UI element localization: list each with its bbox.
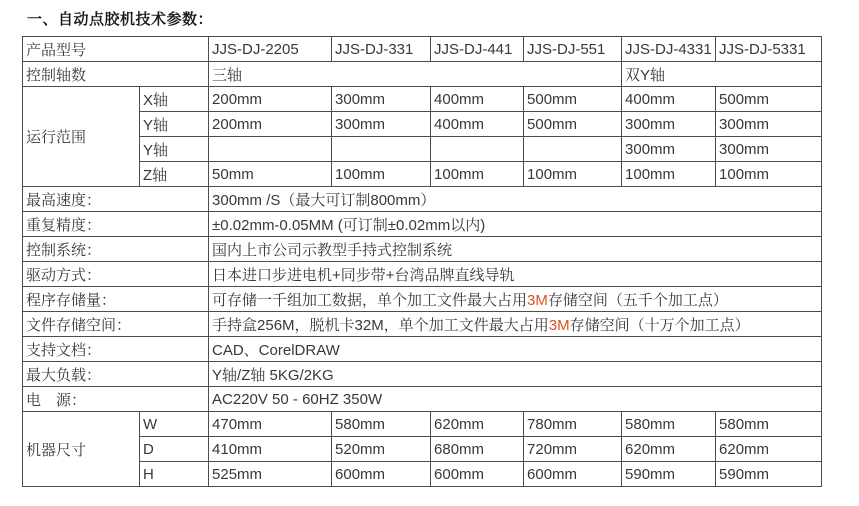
dimension-w-label: W (140, 412, 209, 437)
dimension-h-value: 525mm (209, 462, 332, 487)
row-dimension-h (23, 462, 822, 487)
travel-z-value: 100mm (431, 162, 524, 187)
repeat-accuracy-value: ±0.02mm-0.05MM (可订制±0.02mm以内) (209, 212, 822, 237)
program-storage-text: 可存储一千组加工数据，单个加工文件最大占用 (212, 291, 528, 309)
max-load-value: Y轴/Z轴 5KG/2KG (209, 362, 822, 387)
dimension-d-value: 620mm (716, 437, 822, 462)
control-axes-three-axis: 三轴 (209, 62, 622, 87)
travel-y2-value (332, 137, 431, 162)
dimension-w-value: 580mm (332, 412, 431, 437)
model-jjs-dj-551: JJS-DJ-551 (524, 37, 622, 62)
dimension-h-value: 600mm (431, 462, 524, 487)
control-system-value: 国内上市公司示教型手持式控制系统 (209, 237, 822, 262)
travel-y2-axis-label: Y轴 (140, 137, 209, 162)
dimension-h-value: 600mm (524, 462, 622, 487)
travel-z-value: 50mm (209, 162, 332, 187)
program-storage-label: 程序存储量： (23, 287, 209, 312)
model-jjs-dj-5331: JJS-DJ-5331 (716, 37, 822, 62)
max-speed-value: 300mm /S（最大可订制800mm） (209, 187, 822, 212)
program-storage-highlight: 3M (527, 291, 548, 309)
model-jjs-dj-2205: JJS-DJ-2205 (209, 37, 332, 62)
file-storage-text: 存储空间（十万个加工点） (569, 316, 750, 334)
travel-x-value: 500mm (716, 87, 822, 112)
travel-y1-axis-label: Y轴 (140, 112, 209, 137)
travel-z-axis-label: Z轴 (140, 162, 209, 187)
dimension-d-label: D (140, 437, 209, 462)
file-storage-text: 手持盒256M，脱机卡32M，单个加工文件最大占用 (212, 316, 549, 334)
travel-x-value: 400mm (431, 87, 524, 112)
control-system-label: 控制系统： (23, 237, 209, 262)
control-axes-label: 控制轴数 (23, 62, 209, 87)
dimension-w-value: 470mm (209, 412, 332, 437)
travel-y1-value: 500mm (524, 112, 622, 137)
row-repeat-accuracy (23, 212, 822, 237)
travel-y1-value: 300mm (622, 112, 716, 137)
program-storage-value (209, 287, 822, 312)
spec-table (22, 36, 822, 487)
row-max-load (23, 362, 822, 387)
program-storage-text: 存储空间（五千个加工点） (547, 291, 728, 309)
travel-y2-value (209, 137, 332, 162)
dimension-w-value: 580mm (716, 412, 822, 437)
row-file-storage (23, 312, 822, 337)
control-axes-dual-y: 双Y轴 (622, 62, 822, 87)
travel-y2-value (524, 137, 622, 162)
dimension-w-value: 780mm (524, 412, 622, 437)
file-storage-highlight: 3M (548, 316, 570, 334)
row-dimension-d (23, 437, 822, 462)
travel-y1-value: 200mm (209, 112, 332, 137)
model-jjs-dj-331: JJS-DJ-331 (332, 37, 431, 62)
row-control-system (23, 237, 822, 262)
travel-y2-value: 300mm (716, 137, 822, 162)
machine-size-label: 机器尺寸 (23, 412, 140, 487)
dimension-d-value: 680mm (431, 437, 524, 462)
dimension-d-value: 620mm (622, 437, 716, 462)
travel-z-value: 100mm (332, 162, 431, 187)
dimension-w-value: 580mm (622, 412, 716, 437)
travel-y1-value: 400mm (431, 112, 524, 137)
travel-x-value: 300mm (332, 87, 431, 112)
max-speed-label: 最高速度： (23, 187, 209, 212)
travel-x-axis-label: X轴 (140, 87, 209, 112)
row-travel-z (23, 162, 822, 187)
product-model-label: 产品型号 (23, 37, 209, 62)
power-supply-label: 电 源： (23, 387, 209, 412)
travel-y1-value: 300mm (332, 112, 431, 137)
model-jjs-dj-4331: JJS-DJ-4331 (622, 37, 716, 62)
row-power-supply (23, 387, 822, 412)
file-storage-label: 文件存储空间： (23, 312, 209, 337)
supported-formats-value: CAD、CorelDRAW (209, 337, 822, 362)
row-travel-y2 (23, 137, 822, 162)
supported-formats-label: 支持文档： (23, 337, 209, 362)
row-dimension-w (23, 412, 822, 437)
repeat-accuracy-label: 重复精度： (23, 212, 209, 237)
travel-x-value: 400mm (622, 87, 716, 112)
dimension-d-value: 520mm (332, 437, 431, 462)
dimension-d-value: 720mm (524, 437, 622, 462)
row-program-storage (23, 287, 822, 312)
model-jjs-dj-441: JJS-DJ-441 (431, 37, 524, 62)
dimension-h-value: 590mm (622, 462, 716, 487)
dimension-h-value: 600mm (332, 462, 431, 487)
travel-range-label: 运行范围 (23, 87, 140, 187)
power-supply-value: AC220V 50 - 60HZ 350W (209, 387, 822, 412)
max-load-label: 最大负载： (23, 362, 209, 387)
dimension-d-value: 410mm (209, 437, 332, 462)
travel-z-value: 100mm (524, 162, 622, 187)
travel-z-value: 100mm (716, 162, 822, 187)
dimension-h-label: H (140, 462, 209, 487)
dimension-w-value: 620mm (431, 412, 524, 437)
row-travel-y1 (23, 112, 822, 137)
file-storage-value (209, 312, 822, 337)
travel-y2-value (431, 137, 524, 162)
row-product-models (23, 37, 822, 62)
row-supported-formats (23, 337, 822, 362)
row-drive-mode (23, 262, 822, 287)
drive-mode-value: 日本进口步进电机+同步带+台湾品牌直线导轨 (209, 262, 822, 287)
dimension-h-value: 590mm (716, 462, 822, 487)
travel-y2-value: 300mm (622, 137, 716, 162)
row-max-speed (23, 187, 822, 212)
row-control-axes (23, 62, 822, 87)
travel-y1-value: 300mm (716, 112, 822, 137)
page-title: 一、自动点胶机技术参数： (27, 11, 214, 28)
travel-z-value: 100mm (622, 162, 716, 187)
travel-x-value: 500mm (524, 87, 622, 112)
travel-x-value: 200mm (209, 87, 332, 112)
drive-mode-label: 驱动方式： (23, 262, 209, 287)
row-travel-x (23, 87, 822, 112)
